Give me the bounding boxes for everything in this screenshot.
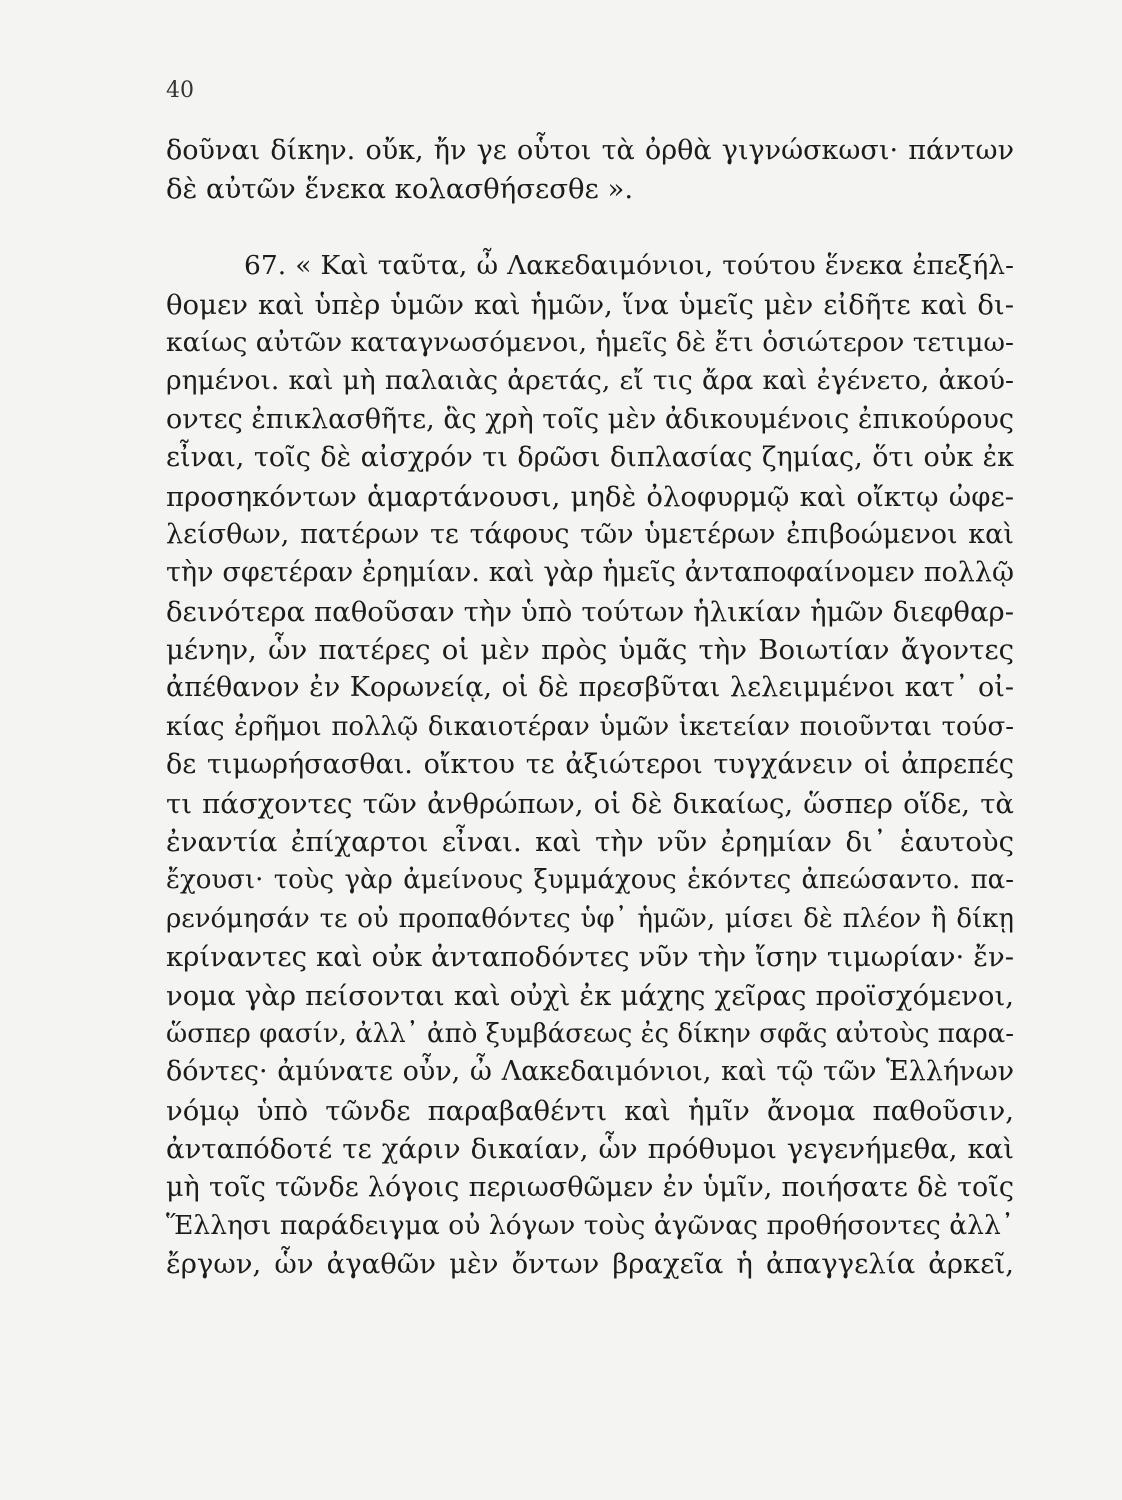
text-line: λείσθων, πατέρων τε τάφους τῶν ὑμετέρων ἐπιβοώμενοι καὶ	[166, 518, 1014, 550]
page-number: 40	[166, 78, 194, 103]
text-line: ρενόμησάν τε οὐ προπαθόντες ὑφ᾽ ἡμῶν, μίσει δὲ πλέον ἢ δίκῃ	[166, 903, 1014, 934]
text-line: νομα γὰρ πείσονται καὶ οὐχὶ ἐκ μάχης χεῖρας προϊσχόμενοι,	[166, 979, 1014, 1012]
text-line: νόμῳ ὑπὸ τῶνδε παραβαθέντι καὶ ἡμῖν ἄνομα παθοῦσιν,	[166, 1094, 1014, 1127]
text-line: εἶναι, τοῖς δὲ αἰσχρόν τι δρῶσι διπλασίας ζημίας, ὅτι οὐκ ἐκ	[166, 442, 1014, 474]
paragraph-2	[166, 247, 1014, 1284]
text-line: καίως αὐτῶν καταγνωσόμενοι, ἡμεῖς δὲ ἔτι ὁσιώτερον τετιμω-	[166, 326, 1014, 358]
text-line: δοῦναι δίκην. οὔκ, ἤν γε οὗτοι τὰ ὀρθὰ γιγνώσκωσι· πάντων	[166, 135, 1014, 166]
text-line: ἀνταπόδοτέ τε χάριν δικαίαν, ὧν πρόθυμοι γεγενήμεθα, καὶ	[166, 1133, 1014, 1166]
text-line: κρίναντες καὶ οὐκ ἀνταποδόντες νῦν τὴν ἴσην τιμωρίαν· ἔν-	[166, 941, 1014, 974]
text-line: δὲ αὐτῶν ἕνεκα κολασθήσεσθε ».	[166, 173, 634, 206]
text-line: κίας ἐρῆμοι πολλῷ δικαιοτέραν ὑμῶν ἱκετείαν ποιοῦνται τούσ-	[166, 711, 1014, 742]
text-line: μένην, ὧν πατέρες οἱ μὲν πρὸς ὑμᾶς τὴν Βοιωτίαν ἄγοντες	[166, 634, 1014, 667]
main-text	[166, 132, 1014, 1284]
text-line: μὴ τοῖς τῶνδε λόγοις περιωσθῶμεν ἐν ὑμῖν, ποιήσατε δὲ τοῖς	[166, 1171, 1014, 1203]
text-line: 67. « Καὶ ταῦτα, ὦ Λακεδαιμόνιοι, τούτου ἕνεκα ἐπεξήλ-	[244, 250, 1014, 282]
text-line: προσηκόντων ἁμαρτάνουσι, μηδὲ ὀλοφυρμῷ καὶ οἴκτῳ ὠφε-	[166, 480, 1014, 513]
text-line: ρημένοι. καὶ μὴ παλαιὰς ἀρετάς, εἴ τις ἄρα καὶ ἐγένετο, ἀκού-	[166, 365, 1014, 397]
text-line: Ἕλλησι παράδειγμα οὐ λόγων τοὺς ἀγῶνας προθήσοντες ἀλλ᾽	[166, 1209, 1014, 1241]
text-line: οντες ἐπικλασθῆτε, ἃς χρὴ τοῖς μὲν ἀδικουμένοις ἐπικούρους	[166, 403, 1014, 435]
text-line: ἐναντία ἐπίχαρτοι εἶναι. καὶ τὴν νῦν ἐρημίαν δι᾽ ἑαυτοὺς	[166, 826, 1014, 859]
text-line: θομεν καὶ ὑπὲρ ὑμῶν καὶ ἡμῶν, ἵνα ὑμεῖς μὲν εἰδῆτε καὶ δι-	[166, 288, 1014, 321]
text-line: τι πάσχοντες τῶν ἀνθρώπων, οἱ δὲ δικαίως, ὥσπερ οἵδε, τὰ	[166, 787, 1014, 820]
text-line: ἔχουσι· τοὺς γὰρ ἀμείνους ξυμμάχους ἑκόντες ἀπεώσαντο. πα-	[166, 865, 1014, 896]
text-line: δεινότερα παθοῦσαν τὴν ὑπὸ τούτων ἡλικίαν ἡμῶν διεφθαρ-	[166, 595, 1014, 628]
text-line: δόντες· ἀμύνατε οὖν, ὦ Λακεδαιμόνιοι, καὶ τῷ τῶν Ἑλλήνων	[166, 1056, 1014, 1088]
paragraph-gap	[166, 209, 1014, 247]
paragraph-1	[166, 132, 1014, 209]
text-line: δε τιμωρήσασθαι. οἴκτου τε ἀξιώτεροι τυγχάνειν οἱ ἀπρεπές	[166, 749, 1014, 781]
text-line: ἀπέθανον ἐν Κορωνείᾳ, οἱ δὲ πρεσβῦται λελειμμένοι κατ᾽ οἰ-	[166, 672, 1014, 704]
text-line: ὥσπερ φασίν, ἀλλ᾽ ἀπὸ ξυμβάσεως ἐς δίκην σφᾶς αὐτοὺς παρα-	[166, 1018, 1014, 1049]
text-line: ἔργων, ὧν ἀγαθῶν μὲν ὄντων βραχεῖα ἡ ἀπαγγελία ἀρκεῖ,	[166, 1248, 1014, 1281]
text-line: τὴν σφετέραν ἐρημίαν. καὶ γὰρ ἡμεῖς ἀνταποφαίνομεν πολλῷ	[166, 557, 1014, 589]
